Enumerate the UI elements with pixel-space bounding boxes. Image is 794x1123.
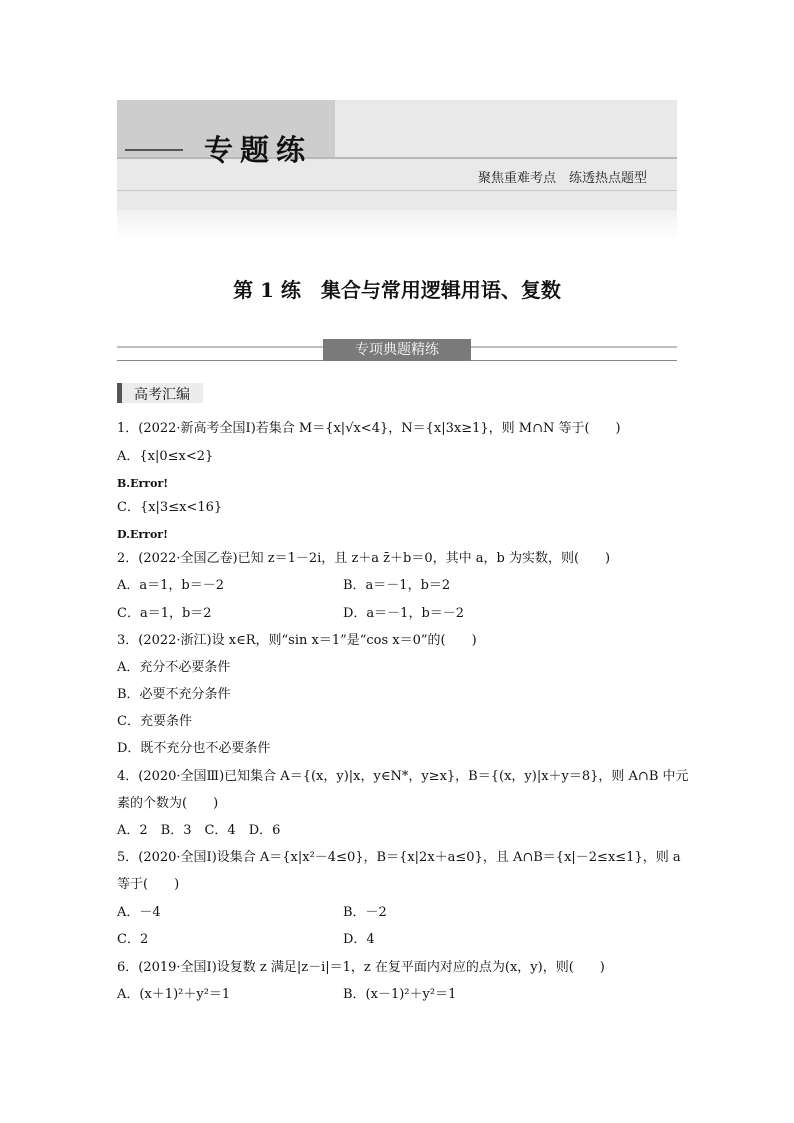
question-5-option-d: D．4	[343, 932, 375, 947]
question-1-option-d: D.Error!	[117, 528, 168, 541]
question-3-option-c: C．充要条件	[117, 714, 192, 729]
question-1-option-b: B.Error!	[117, 477, 169, 490]
banner-title: 专题练	[204, 133, 313, 167]
question-5-option-b: B．－2	[343, 905, 387, 920]
question-4-stem-line2: 素的个数为( )	[117, 796, 219, 811]
question-6-option-b: B．(x－1)²＋y²＝1	[343, 987, 457, 1002]
question-1-option-c: C．{x|3≤x<16}	[117, 500, 223, 515]
question-3-stem: 3．(2022·浙江)设 x∈R，则“sin x＝1”是“cos x＝0”的( )	[117, 633, 477, 648]
question-1-option-a: A．{x|0≤x<2}	[117, 449, 214, 464]
question-1-stem: 1．(2022·新高考全国Ⅰ)若集合 M＝{x|√x<4}，N＝{x|3x≥1}，则 M∩N 等于( )	[117, 421, 621, 436]
header-divider	[117, 157, 677, 159]
question-2-option-d: D．a＝－1，b＝－2	[343, 606, 465, 621]
question-3-option-a: A．充分不必要条件	[117, 660, 231, 675]
question-4-stem-line1: 4．(2020·全国Ⅲ)已知集合 A＝{(x，y)|x，y∈N*，y≥x}，B＝{(x，y)|x＋y＝8}，则 A∩B 中元	[117, 769, 689, 784]
question-6-stem: 6．(2019·全国Ⅰ)设复数 z 满足|z－i|＝1，z 在复平面内对应的点为(x，y)，则( )	[117, 960, 605, 975]
question-5-option-c: C．2	[117, 932, 149, 947]
section-tag: 专项典题精练	[323, 339, 471, 361]
subsection-tag	[117, 383, 203, 403]
question-3-option-b: B．必要不充分条件	[117, 687, 231, 702]
section-divider-left	[117, 346, 323, 348]
question-3-option-d: D．既不充分也不必要条件	[117, 741, 271, 756]
header-lower-divider	[117, 190, 677, 191]
question-5-option-a: A．－4	[117, 905, 161, 920]
question-4-options: A．2 B．3 C．4 D．6	[117, 823, 281, 838]
question-2-option-a: A．a＝1，b＝－2	[117, 578, 225, 593]
subsection-label: 高考汇编	[134, 387, 190, 403]
question-2-option-b: B．a＝－1，b＝2	[343, 578, 451, 593]
question-5-stem-line1: 5．(2020·全国Ⅰ)设集合 A＝{x|x²－4≤0}，B＝{x|2x＋a≤0}，且 A∩B＝{x|－2≤x≤1}，则 a	[117, 850, 681, 865]
question-6-option-a: A．(x＋1)²＋y²＝1	[117, 987, 231, 1002]
header-fade	[117, 210, 677, 240]
question-5-stem-line2: 等于( )	[117, 877, 180, 892]
question-2-option-c: C．a＝1，b＝2	[117, 606, 212, 621]
section-divider-right	[471, 346, 677, 348]
question-2-stem: 2．(2022·全国乙卷)已知 z＝1－2i，且 z＋a z̄＋b＝0，其中 a，b 为实数，则( )	[117, 551, 611, 566]
header-dash-decoration	[125, 149, 183, 151]
banner-subtitle: 聚焦重难考点 练透热点题型	[478, 171, 648, 186]
lesson-title: 第 1 练 集合与常用逻辑用语、复数	[233, 278, 561, 302]
